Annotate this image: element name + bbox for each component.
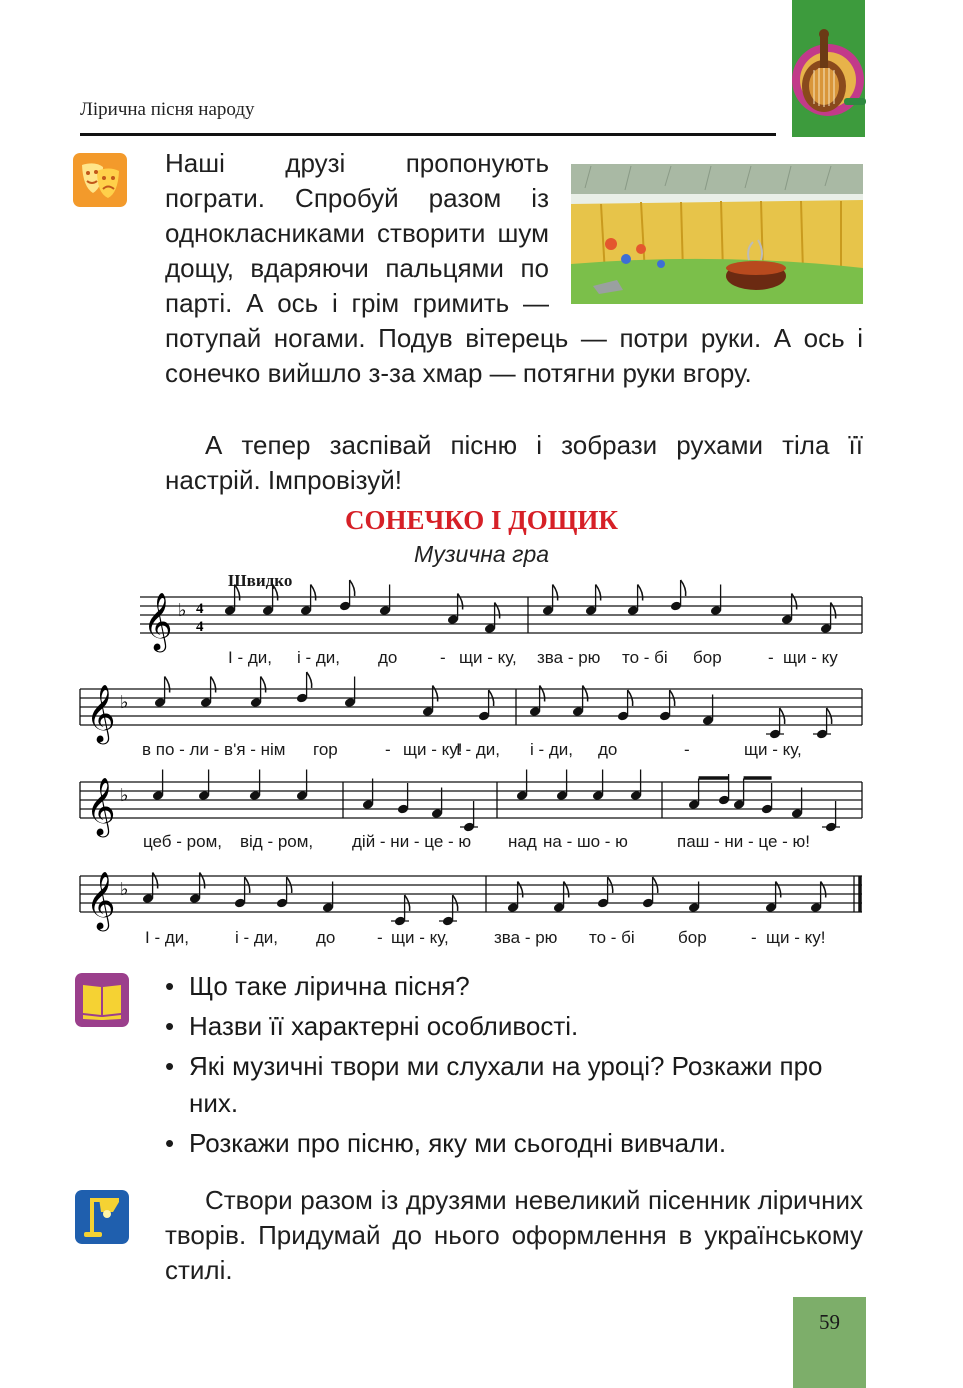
lyric-syllable: - (751, 928, 757, 947)
svg-text:4: 4 (196, 601, 204, 617)
lyric-syllable: щи - ку! (766, 928, 826, 947)
note (781, 594, 797, 626)
lyric-syllable: зва - рю (537, 648, 601, 667)
lyric-syllable: паш - ни - це - ю! (677, 832, 810, 851)
lyric-syllable: щи - ку! (403, 740, 463, 759)
note (250, 677, 266, 709)
note (572, 686, 588, 718)
note (556, 770, 569, 802)
note (529, 686, 545, 718)
note (553, 882, 569, 914)
tempo-marking: Швидко (228, 571, 293, 590)
note (813, 708, 832, 740)
lyric-syllable: щи - ку, (459, 648, 517, 667)
note (379, 585, 392, 617)
list-item: • Розкажи про пісню, яку ми сьогодні вивчали. (165, 1125, 863, 1162)
treble-clef-icon: 𝄞 (86, 777, 116, 835)
flat-sign-icon: ♭ (178, 600, 187, 621)
lyric-syllable: цеб - ром, (143, 832, 222, 851)
lyric-syllable: бор (678, 928, 707, 947)
note (439, 895, 458, 927)
staff-1 (140, 592, 862, 653)
page-number: 59 (819, 1310, 840, 1334)
lyric-syllable: гор (313, 740, 338, 759)
note (484, 603, 500, 635)
lyric-syllable: І - ди, (228, 648, 272, 667)
note (710, 585, 723, 617)
lyric-syllable: то - бі (622, 648, 668, 667)
note (460, 801, 478, 833)
lyric-syllable: і - ди, (530, 740, 574, 759)
lyric-syllable: зва - рю (494, 928, 558, 947)
lyric-syllable: від - ром, (240, 832, 314, 851)
intro-text: Наші друзі пропонують пограти. Спробуй разом із однокласниками створити шум дощу, вдаряючи пальцями по парті. А ось і грім гримить — потупай ногами. Подув вітерець — потри руки. А ось і сонечко вийшло з-за хмар — потягни руки вгору. (165, 148, 863, 388)
note (249, 770, 262, 802)
lyric-syllable: в по - ли - в'я - нім (142, 740, 286, 759)
lyric-syllable: до (316, 928, 336, 947)
note (478, 690, 494, 722)
svg-text:4: 4 (196, 619, 204, 635)
note (322, 882, 335, 914)
treble-clef-icon: 𝄞 (143, 592, 173, 650)
lyric-syllable: бор (693, 648, 722, 667)
lyric-syllable: щи - ку, (744, 740, 802, 759)
note (431, 788, 444, 820)
note (391, 895, 410, 927)
note (670, 580, 686, 612)
note (585, 585, 601, 617)
lamp-icon (75, 1190, 129, 1244)
lyric-syllable: І - ди, (145, 928, 189, 947)
lyric-syllable: то - бі (589, 928, 635, 947)
note (597, 877, 613, 909)
note (224, 585, 240, 617)
note (422, 686, 438, 718)
note (642, 877, 658, 909)
lyric-syllable: - (440, 648, 446, 667)
lyric-syllable: - (684, 740, 690, 759)
note (296, 770, 309, 802)
note (296, 672, 312, 704)
note (154, 677, 170, 709)
note (688, 882, 701, 914)
flat-sign-icon: ♭ (120, 785, 129, 806)
lyric-syllable: - (377, 928, 383, 947)
lyric-syllable: щи - ку (783, 648, 838, 667)
note (617, 690, 633, 722)
lyric-syllable: - (385, 740, 391, 759)
note (339, 580, 355, 612)
note (688, 779, 701, 811)
song-subtitle: Музична гра (413, 541, 550, 567)
note (733, 779, 746, 811)
questions-list (165, 968, 863, 1165)
note (234, 877, 250, 909)
lyric-syllable: щи - ку, (391, 928, 449, 947)
note (507, 882, 523, 914)
note (542, 585, 558, 617)
lyric-syllable: до (598, 740, 618, 759)
note (189, 873, 205, 905)
note (761, 783, 774, 815)
note (447, 594, 463, 626)
lyric-syllable: І - ди, (456, 740, 500, 759)
note (810, 882, 826, 914)
song-title: СОНЕЧКО І ДОЩИК (344, 505, 619, 535)
note (630, 770, 643, 802)
note (142, 873, 158, 905)
note (397, 783, 410, 815)
note (198, 770, 211, 802)
note (344, 677, 357, 709)
lyric-syllable: і - ди, (297, 648, 341, 667)
list-item: • Назви її характерні особливості. (165, 1008, 863, 1045)
note (516, 770, 529, 802)
note (362, 779, 375, 811)
note (822, 801, 840, 833)
note (200, 677, 216, 709)
book-icon (75, 973, 129, 1027)
lyric-syllable: над (508, 832, 537, 851)
note (702, 695, 715, 727)
note (152, 770, 165, 802)
note (791, 788, 804, 820)
lyric-syllable: і - ди, (235, 928, 279, 947)
note (820, 603, 836, 635)
lyric-syllable: - (768, 648, 774, 667)
note (300, 585, 316, 617)
flat-sign-icon: ♭ (120, 692, 129, 713)
treble-clef-icon: 𝄞 (86, 871, 116, 929)
lyric-syllable: на - шо - ю (543, 832, 628, 851)
note (627, 585, 643, 617)
note (765, 882, 781, 914)
note (276, 877, 292, 909)
lyric-syllable: до (378, 648, 398, 667)
running-title: Лірична пісня народу (80, 99, 255, 120)
task-text: Створи разом із друзями невеликий пісенник ліричних творів. Придумай до нього оформлення в українському стилі. (165, 1185, 863, 1285)
list-item: • Що таке лірична пісня? (165, 968, 863, 1005)
treble-clef-icon: 𝄞 (86, 684, 116, 742)
note (659, 690, 675, 722)
lyric-syllable: дій - ни - це - ю (352, 832, 472, 851)
list-item: • Які музичні твори ми слухали на уроці? Розкажи про них. (165, 1048, 863, 1122)
improvise-text: А тепер заспівай пісню і зобрази рухами тіла її настрій. Імпровізуй! (165, 430, 863, 495)
note (262, 585, 278, 617)
note (592, 770, 605, 802)
flat-sign-icon: ♭ (120, 879, 129, 900)
note (766, 708, 785, 740)
staff-2 (80, 684, 862, 745)
